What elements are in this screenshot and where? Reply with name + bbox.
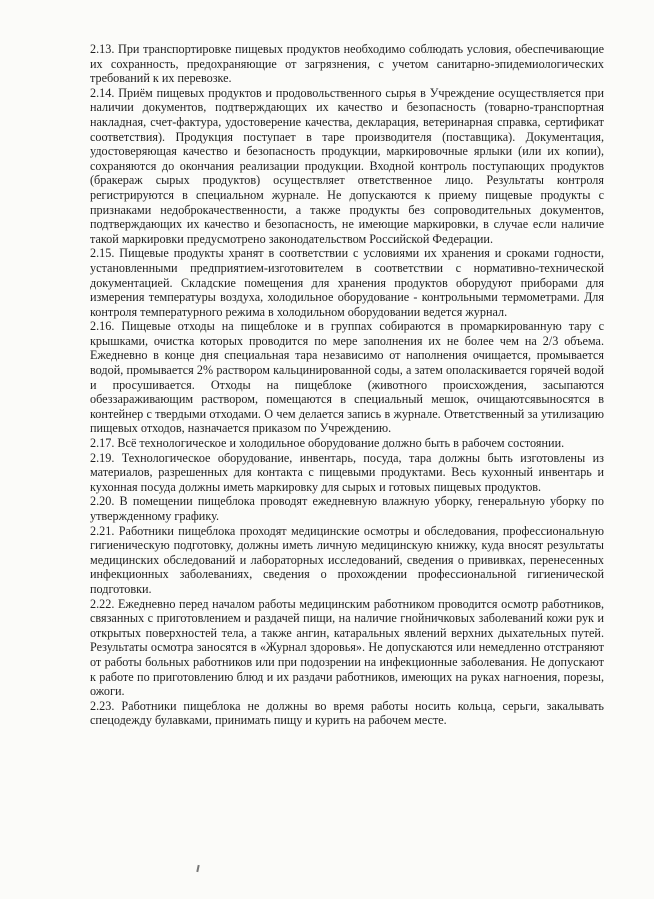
document-body (90, 42, 604, 728)
paragraph-2-21: 2.21. Работники пищеблока проходят медицинские осмотры и обследования, профессиональную гигиеническую подготовку, должны иметь личную медицинскую книжку, куда вносят результаты медицинских обследований и лабораторных исследований, сведения о прививках, перенесенных инфекционных заболеваниях, сведения о прохождении профессиональной гигиенической подготовки. (90, 523, 604, 596)
paragraph-2-19: 2.19. Технологическое оборудование, инвентарь, посуда, тара должны быть изготовлены из материалов, разрешенных для контакта с пищевыми продуктами. Весь кухонный инвентарь и кухонная посуда должны иметь маркировку для сырых и готовых пищевых продуктов. (90, 450, 604, 494)
paragraph-2-17: 2.17. Всё технологическое и холодильное оборудование должно быть в рабочем состоянии. (90, 436, 565, 451)
paragraph-2-13: 2.13. При транспортировке пищевых продуктов необходимо соблюдать условия, обеспечивающие их сохранность, предохраняющие от загрязнения, с учетом санитарно-эпидемиологических требований к их перевозке. (90, 42, 604, 86)
paragraph-2-15: 2.15. Пищевые продукты хранят в соответствии с условиями их хранения и сроками годности, установленными предприятием-изготовителем в соответствии с нормативно-технической документацией. Складские помещения для хранения продуктов оборудуют приборами для измерения температуры воздуха, холодильное оборудование - контрольными термометрами. Для контроля температурного режима в холодильном оборудовании ведется журнал. (90, 246, 604, 319)
paragraph-2-14: 2.14. Приём пищевых продуктов и продовольственного сырья в Учреждение осуществляется при наличии документов, подтверждающих их качество и безопасность (товарно-транспортная накладная, счет-фактура, удостоверение качества, декларация, ветеринарная справка, сертификат соответствия). Продукция поступает в таре производителя (поставщика). Документация, удостоверяющая качество и безопасность продукции, маркировочные ярлыки (или их копии), сохраняются до окончания реализации продукции. Входной контроль поступающих продуктов (бракераж сырых продуктов) осуществляет ответственное лицо. Результаты контроля регистрируются в специальном журнале. Не допускаются к приему пищевые продукты с признаками недоброкачественности, а также продукты без сопроводительных документов, подтверждающих их качество и безопасность, не имеющие маркировки, в случае если наличие такой маркировки предусмотрено законодательством Российской Федерации. (90, 85, 604, 246)
paragraph-2-16: 2.16. Пищевые отходы на пищеблоке и в группах собираются в промаркированную тару с крышками, очистка которых проводится по мере заполнения их не более чем на 2/3 объема. Ежедневно в конце дня специальная тара независимо от наполнения очищается, промывается водой, промывается 2% раствором кальцинированной соды, а затем ополаскивается горячей водой и просушивается. Отходы на пищеблоке (животного происхождения, засыпаются обеззараживающим раствором, помещаются в специальный мешок, очищаютсявыносятся в контейнер с твердыми отходами. О чем делается запись в журнале. Ответственный за утилизацию пищевых отходов, назначается приказом по Учреждению. (90, 319, 604, 436)
scan-artifact-mark (196, 865, 199, 872)
paragraph-2-22: 2.22. Ежедневно перед началом работы медицинским работником проводится осмотр работников, связанных с приготовлением и раздачей пищи, на наличие гнойничковых заболеваний кожи рук и открытых поверхностей тела, а также ангин, катаральных явлений верхних дыхательных путей. Результаты осмотра заносятся в «Журнал здоровья». Не допускаются или немедленно отстраняют от работы больных работников или при подозрении на инфекционные заболевания. Не допускают к работе по приготовлению блюд и их раздачи работников, имеющих на руках нагноения, порезы, ожоги. (90, 596, 604, 699)
paragraph-2-20: 2.20. В помещении пищеблока проводят ежедневную влажную уборку, генеральную уборку по утвержденному графику. (90, 494, 604, 523)
paragraph-2-23: 2.23. Работники пищеблока не должны во время работы носить кольца, серьги, закалывать спецодежду булавками, принимать пищу и курить на рабочем месте. (90, 698, 604, 728)
